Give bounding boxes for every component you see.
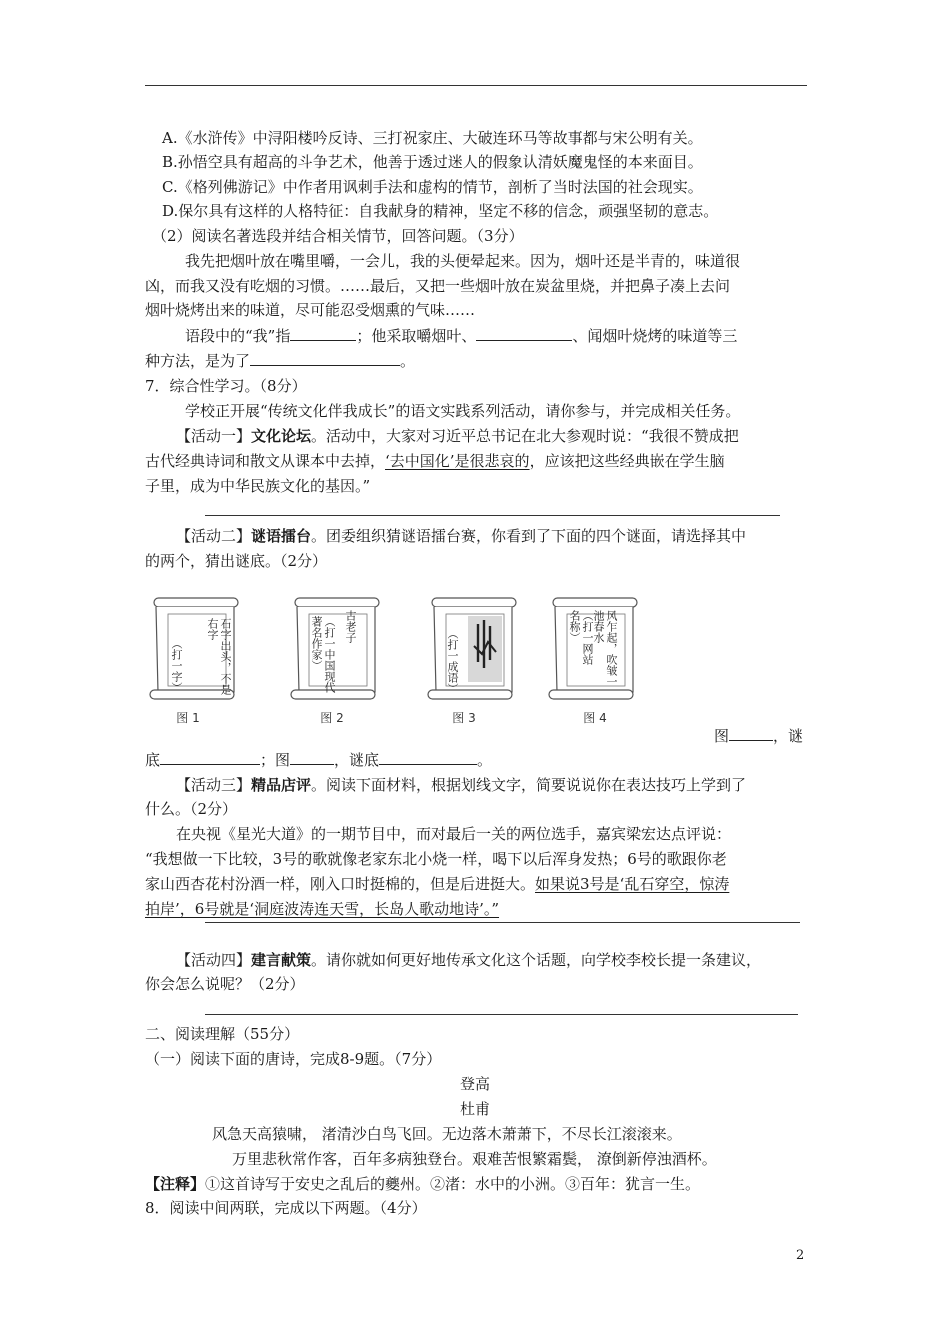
riddle-1-hint: （打一字） xyxy=(170,638,183,693)
part2-title: （2）阅读名著选段并结合相关情节，回答问题。（3分） xyxy=(152,227,524,245)
riddle-2-hint: （打一中国现代著名作家） xyxy=(310,616,336,693)
riddle-2-text: 古老子 xyxy=(344,610,357,643)
scroll-icon xyxy=(287,592,387,704)
poem-author: 杜甫 xyxy=(459,1100,490,1118)
option-a: A.《水浒传》中浔阳楼吟反诗、三打祝家庄、大破连环马等故事都与宋公明有关。 xyxy=(162,129,703,147)
activity3-line-1: 【活动三】精品店评。阅读下面材料，根据划线文字，简要说说你在表达技巧上学到了 xyxy=(176,776,747,794)
activity3-material-1: 在央视《星光大道》的一期节目中，而对最后一关的两位选手，嘉宾梁宏达点评说： xyxy=(176,825,732,843)
question-line-2: 种方法，是为了 。 xyxy=(145,352,416,370)
blank-figure-b[interactable] xyxy=(290,750,334,765)
passage-line-2: 凶，而我又没有吃烟的习惯。……最后，又把一些烟叶放在炭盆里烧，并把鼻子凑上去问 xyxy=(145,277,731,295)
page-number: 2 xyxy=(796,1248,805,1263)
riddle-1-text: 石字出头，不是右字 xyxy=(206,618,232,695)
section2-sub1: （一）阅读下面的唐诗，完成8-9题。（7分） xyxy=(145,1050,442,1068)
header-rule xyxy=(145,85,807,86)
blank-answer-a[interactable] xyxy=(160,750,260,765)
poem-line-1: 风急天高猿啸， 渚清沙白鸟飞回。无边落木萧萧下，不尽长江滚滚来。 xyxy=(212,1125,682,1143)
riddle-4-hint: （打一网站名称） xyxy=(568,610,594,665)
option-c: C.《格列佛游记》中作者用讽刺手法和虚构的情节，剖析了当时法国的社会现实。 xyxy=(162,178,703,196)
option-d: D.保尔具有这样的人格特征：自我献身的精神，坚定不移的信念，顽强坚韧的意志。 xyxy=(162,202,719,220)
blank-answer-b[interactable] xyxy=(379,750,477,765)
activity1-line-3: 子里，成为中华民族文化的基因。” xyxy=(145,477,371,495)
riddle-scroll-2 xyxy=(287,592,387,704)
passage-line-3: 烟叶烧烤出来的味道，尽可能忍受烟熏的气味…… xyxy=(145,301,476,319)
question-line-1: 语段中的“我”指 ；他采取嚼烟叶、 、闻烟叶烧烤的味道等三 xyxy=(185,327,738,345)
question-8: 8．阅读中间两联，完成以下两题。（4分） xyxy=(145,1199,427,1217)
answer-line-activity1[interactable] xyxy=(205,515,780,516)
blank-purpose[interactable] xyxy=(250,351,400,366)
q7-title: 7．综合性学习。（8分） xyxy=(145,377,307,395)
activity4-line-2: 你会怎么说呢？（2分） xyxy=(145,975,305,993)
riddle-3-hint: （打一成语） xyxy=(446,628,459,694)
option-b: B.孙悟空具有超高的斗争艺术，他善于透过迷人的假象认清妖魔鬼怪的本来面目。 xyxy=(162,153,703,171)
activity1-line-1: 【活动一】文化论坛。活动中，大家对习近平总书记在北大参观时说：“我很不赞成把 xyxy=(176,427,739,445)
riddle-scroll-3 xyxy=(424,592,524,704)
underlined-comparison-2: 拍岸’，6号就是‘洞庭波涛连天雪，长岛人歌动地诗’。” xyxy=(145,900,500,918)
figure-3-caption: 图 3 xyxy=(452,711,476,725)
figure-1-caption: 图 1 xyxy=(176,711,200,725)
activity1-line-2: 古代经典诗词和散文从课本中去掉，‘去中国化’是很悲哀的，应该把这些经典嵌在学生脑 xyxy=(145,452,725,470)
activity2-line-2: 的两个，猜出谜底。（2分） xyxy=(145,552,328,570)
passage-line-1: 我先把烟叶放在嘴里嚼，一会儿，我的头便晕起来。因为，烟叶还是半青的，味道很 xyxy=(185,252,741,270)
poem-notes: 【注释】①这首诗写于安史之乱后的夔州。②渚：水中的小洲。③百年：犹言一生。 xyxy=(145,1175,701,1193)
activity4-line-1: 【活动四】建言献策。请你就如何更好地传承文化这个话题，向学校李校长提一条建议， xyxy=(176,951,762,969)
scroll-icon xyxy=(424,592,524,704)
poem-title: 登高 xyxy=(459,1075,490,1093)
activity2-line-1: 【活动二】谜语擂台。团委组织猜谜语擂台赛，你看到了下面的四个谜面，请选择其中 xyxy=(176,527,747,545)
riddle-4-text: 风乍起，吹皱一池春水 xyxy=(592,610,618,687)
activity3-material-2: “我想做一下比较，3号的歌就像老家东北小烧一样，喝下以后浑身发热；6号的歌跟你老 xyxy=(145,850,727,868)
figure-4-caption: 图 4 xyxy=(583,711,607,725)
riddle-answer-line-2: 底 ；图 ，谜底 。 xyxy=(145,751,493,769)
q7-intro: 学校正开展“传统文化伴我成长”的语文实践系列活动，请你参与，并完成相关任务。 xyxy=(185,402,741,420)
underlined-comparison-1: 如果说3号是‘乱石穿空，惊涛 xyxy=(535,875,730,893)
riddle-answer-line-1: 图 ，谜 xyxy=(714,727,804,745)
poem-line-2: 万里悲秋常作客，百年多病独登台。艰难苦恨繁霜鬓， 潦倒新停浊酒杯。 xyxy=(232,1150,717,1168)
activity3-line-2: 什么。（2分） xyxy=(145,800,238,818)
figure-2-caption: 图 2 xyxy=(320,711,344,725)
blank-figure-a[interactable] xyxy=(729,726,773,741)
activity3-material-4 xyxy=(145,899,499,919)
section2-title: 二、阅读理解（55分） xyxy=(145,1025,300,1043)
underlined-quote: ‘去中国化’是很悲哀的 xyxy=(385,452,530,470)
blank-method[interactable] xyxy=(476,326,572,341)
activity3-material-3: 家山西杏花村汾酒一样，刚入口时挺棉的，但是后进挺大。如果说3号是‘乱石穿空，惊涛 xyxy=(145,875,730,893)
answer-line-activity4[interactable] xyxy=(205,1014,798,1015)
blank-who[interactable] xyxy=(290,326,356,341)
answer-line-activity3[interactable] xyxy=(205,922,800,923)
